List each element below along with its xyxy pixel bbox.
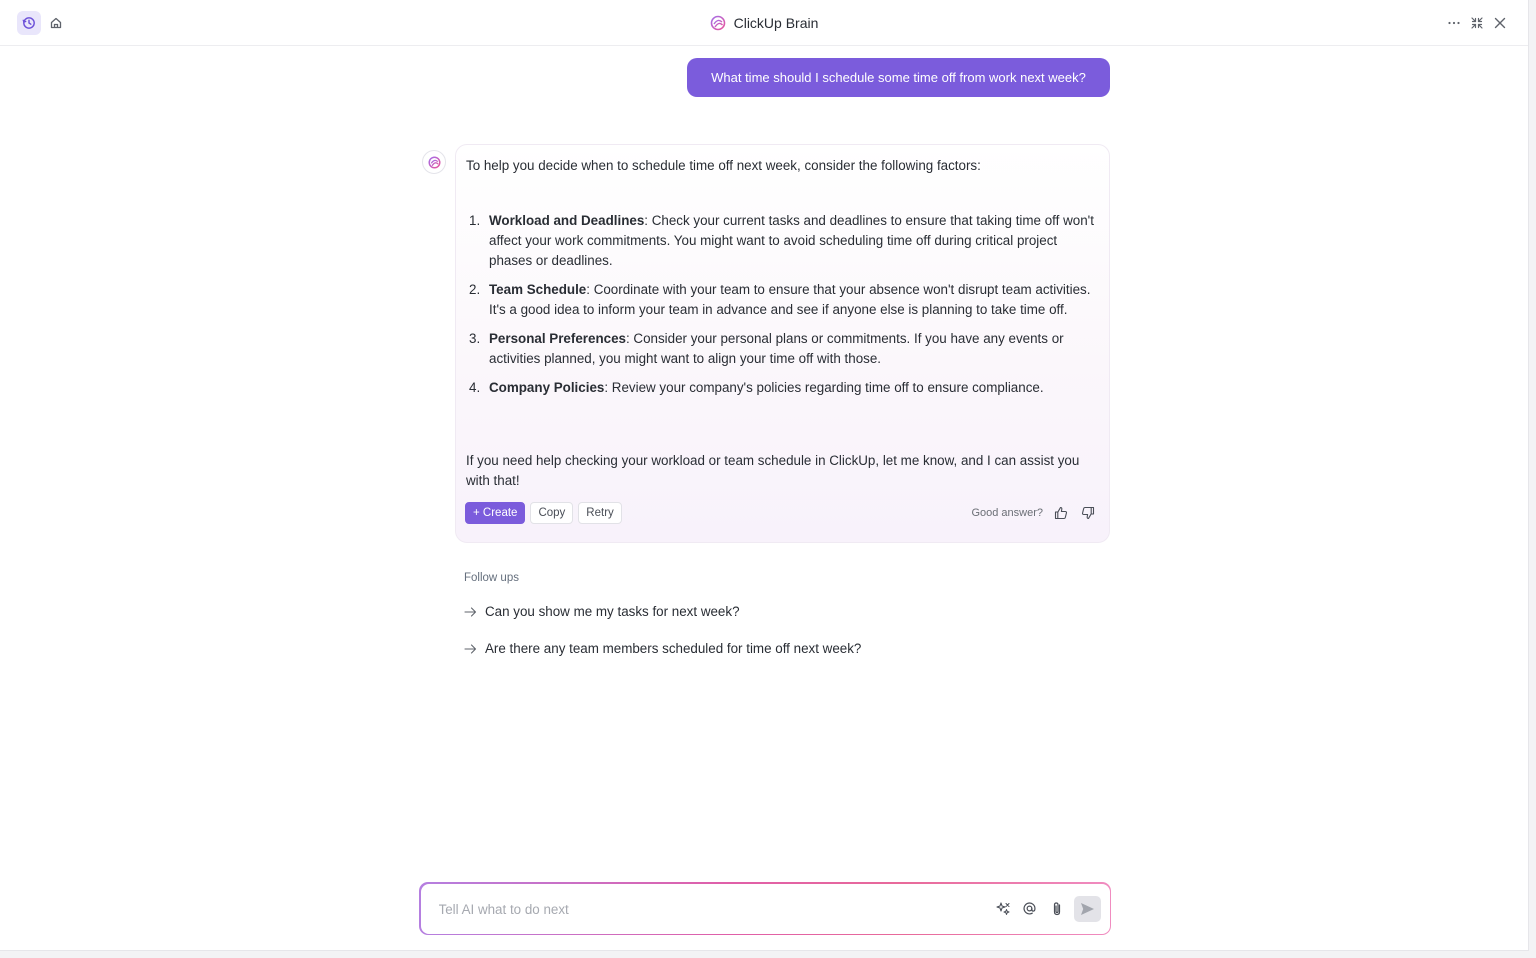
thumbs-up-icon	[1054, 506, 1068, 520]
paperclip-icon	[1050, 901, 1064, 917]
ai-response-intro: To help you decide when to schedule time off next week, consider the following factors:	[466, 158, 981, 173]
close-icon	[1493, 16, 1507, 30]
thumbs-down-icon	[1081, 506, 1095, 520]
copy-button[interactable]: Copy	[530, 502, 573, 524]
composer-inner	[421, 884, 1110, 934]
title-text: ClickUp Brain	[733, 14, 819, 31]
more-icon	[1447, 16, 1461, 30]
followup-item[interactable]	[464, 641, 861, 656]
list-number: 1.	[469, 213, 481, 228]
list-item	[466, 329, 1098, 369]
ai-avatar	[422, 150, 446, 174]
list-item-title: Personal Preferences	[489, 331, 626, 346]
send-button[interactable]	[1074, 896, 1101, 922]
followup-text: Are there any team members scheduled for time off next week?	[485, 641, 862, 656]
mention-button[interactable]	[1020, 896, 1040, 922]
sparkles-icon	[995, 901, 1011, 917]
list-item	[466, 378, 1098, 398]
close-button[interactable]	[1488, 11, 1512, 35]
composer	[419, 882, 1111, 935]
attach-button[interactable]	[1047, 896, 1067, 922]
list-item-title: Workload and Deadlines	[489, 213, 645, 228]
ai-tools-button[interactable]	[993, 896, 1013, 922]
list-item-text: : Check your current tasks and deadlines to ensure that taking time off won't affect your work commitments. You might want to avoid scheduling time off during critical project phases or deadlines.	[489, 213, 1094, 268]
list-number: 3.	[469, 331, 481, 346]
list-item	[466, 211, 1098, 271]
clickup-brain-logo-icon	[428, 156, 441, 169]
create-button[interactable]: + Create	[465, 502, 525, 524]
arrow-right-icon	[464, 606, 477, 618]
prompt-input[interactable]	[437, 884, 961, 936]
user-message	[687, 58, 1110, 97]
retry-button[interactable]: Retry	[578, 502, 621, 524]
list-item-title: Company Policies	[489, 380, 605, 395]
user-message-text: What time should I schedule some time off from work next week?	[711, 70, 1086, 85]
ai-response-outro: If you need help checking your workload or team schedule in ClickUp, let me know, and I can assist you with that!	[466, 453, 1080, 488]
more-options-button[interactable]	[1442, 11, 1466, 35]
followup-text: Can you show me my tasks for next week?	[485, 604, 740, 619]
list-item-title: Team Schedule	[489, 282, 587, 297]
factors-list	[466, 211, 1098, 407]
thumbs-down-button[interactable]	[1079, 504, 1097, 522]
send-icon	[1080, 902, 1095, 916]
top-bar	[0, 0, 1528, 46]
list-item-text: : Coordinate with your team to ensure that your absence won't disrupt team activities. It's a good idea to inform your team in advance and see if anyone else is planning to take time off.	[489, 282, 1091, 317]
at-icon	[1022, 901, 1037, 916]
list-item	[466, 280, 1098, 320]
feedback	[971, 502, 1097, 524]
arrow-right-icon	[464, 643, 477, 655]
window-title	[0, 0, 1528, 45]
collapse-button[interactable]	[1465, 11, 1489, 35]
collapse-icon	[1470, 16, 1484, 30]
thumbs-up-button[interactable]	[1052, 504, 1070, 522]
clickup-brain-logo-icon	[710, 15, 726, 31]
followups-title: Follow ups	[464, 572, 519, 584]
list-item-text: : Consider your personal plans or commitments. If you have any events or activities planned, you might want to align your time off with those.	[489, 331, 1064, 366]
response-actions	[465, 502, 622, 524]
feedback-label: Good answer?	[971, 507, 1043, 519]
ai-response-card	[455, 144, 1110, 543]
list-number: 2.	[469, 282, 481, 297]
composer-tools	[993, 896, 1101, 922]
list-number: 4.	[469, 380, 481, 395]
followup-item[interactable]	[464, 604, 740, 619]
list-item-text: : Review your company's policies regarding time off to ensure compliance.	[604, 380, 1044, 395]
